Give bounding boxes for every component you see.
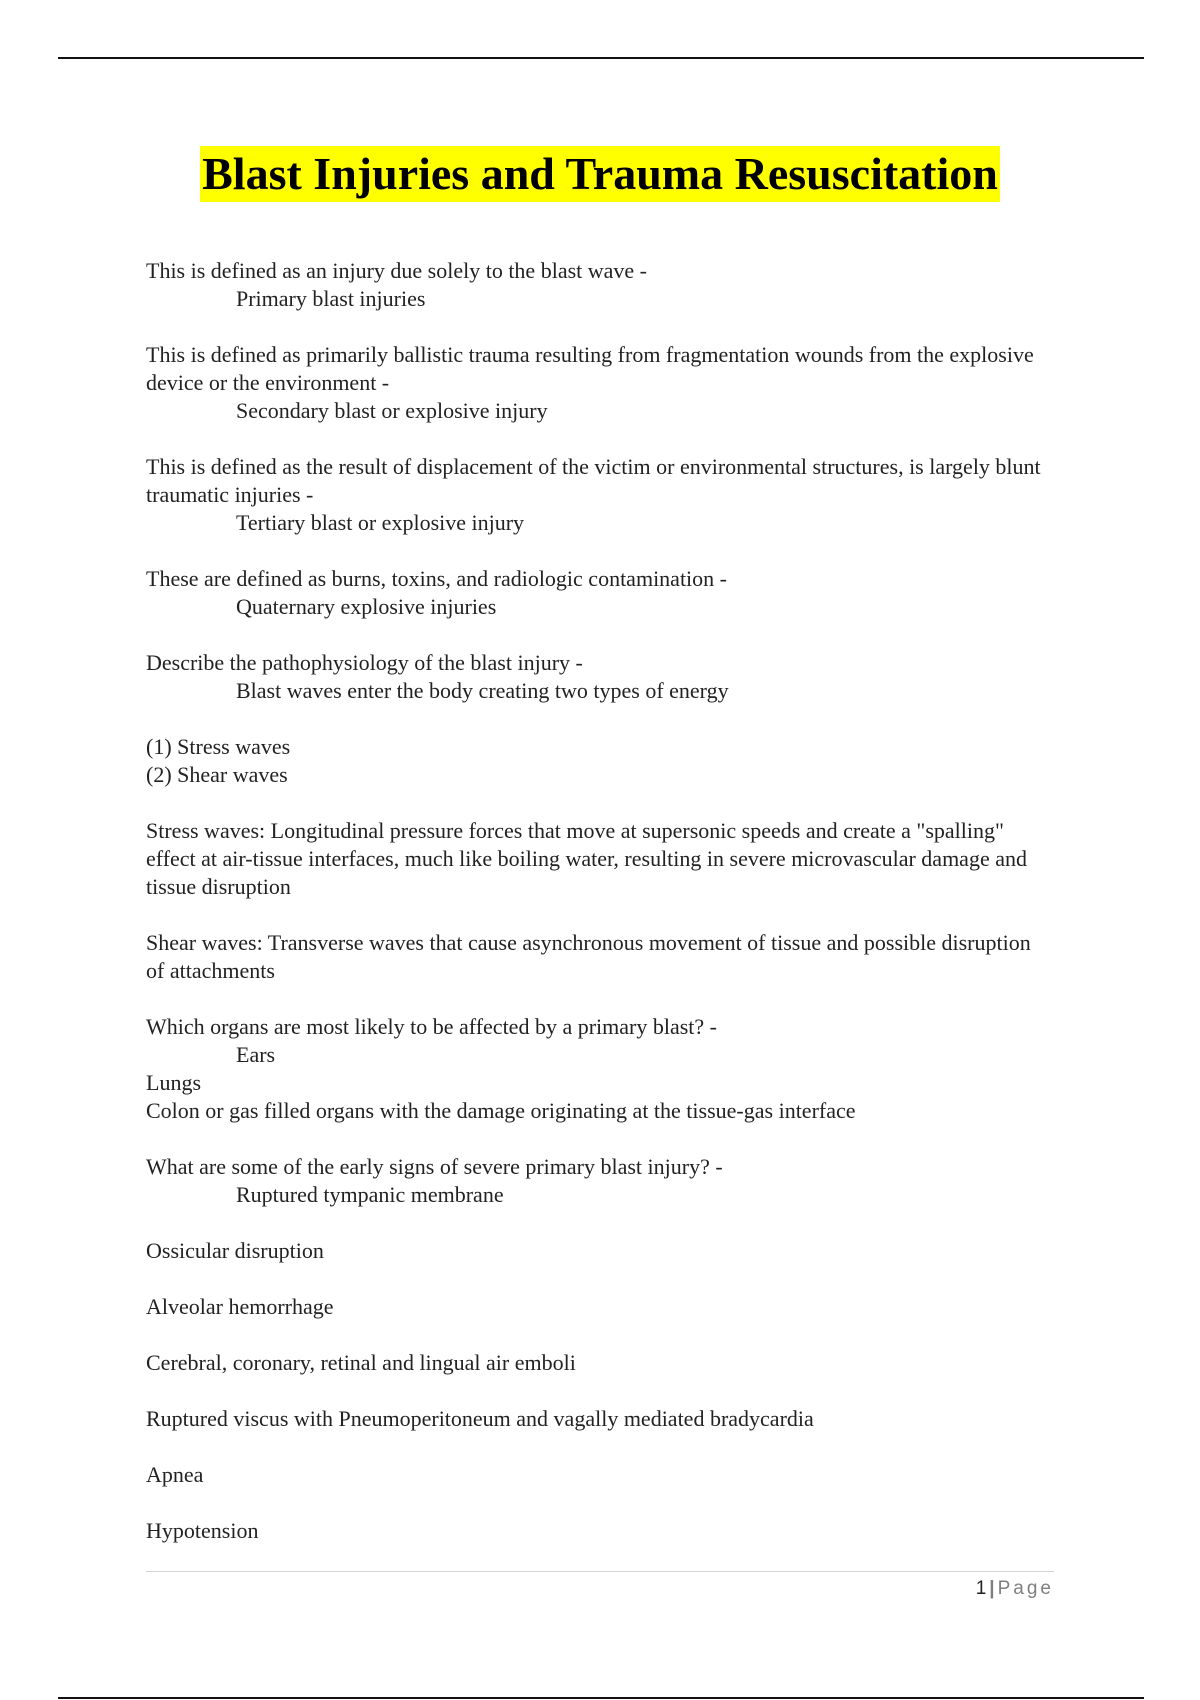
footer-rule [146,1571,1054,1572]
document-body [146,257,1046,1545]
page-title: Blast Injuries and Trauma Resuscitation [200,146,1000,202]
answer-7-line-6: Apnea [146,1462,204,1487]
answer-2: Secondary blast or explosive injury [236,398,548,423]
page-number: 1 [975,1578,987,1599]
page-separator: | [989,1578,995,1599]
answer-7-line-3: Alveolar hemorrhage [146,1294,334,1319]
answer-1: Primary blast injuries [236,286,426,311]
question-1: This is defined as an injury due solely to the blast wave - [146,258,647,283]
answer-5-item-2: (2) Shear waves [146,762,288,787]
question-2: This is defined as primarily ballistic trauma resulting from fragmentation wounds from the explosive device or the environment - [146,342,1034,395]
answer-6-line-3: Colon or gas filled organs with the damage originating at the tissue-gas interface [146,1098,856,1123]
answer-5-stress-waves: Stress waves: Longitudinal pressure forces that move at supersonic speeds and create a "spalling" effect at air-tissue interfaces, much like boiling water, resulting in severe microvascular damage and tissue disruption [146,818,1027,899]
question-7: What are some of the early signs of severe primary blast injury? - [146,1154,723,1179]
answer-6-line-2: Lungs [146,1070,201,1095]
question-6: Which organs are most likely to be affected by a primary blast? - [146,1014,717,1039]
answer-5-shear-waves: Shear waves: Transverse waves that cause asynchronous movement of tissue and possible disruption of attachments [146,930,1031,983]
question-4: These are defined as burns, toxins, and radiologic contamination - [146,566,727,591]
answer-7-line-5: Ruptured viscus with Pneumoperitoneum and vagally mediated bradycardia [146,1406,814,1431]
answer-4: Quaternary explosive injuries [236,594,497,619]
answer-7-line-1: Ruptured tympanic membrane [236,1182,504,1207]
bottom-rule [58,1697,1144,1699]
title-container [0,146,1200,202]
answer-5: Blast waves enter the body creating two types of energy [236,678,729,703]
question-5: Describe the pathophysiology of the blast injury - [146,650,583,675]
answer-7-line-4: Cerebral, coronary, retinal and lingual air emboli [146,1350,576,1375]
answer-7-line-2: Ossicular disruption [146,1238,324,1263]
answer-3: Tertiary blast or explosive injury [236,510,525,535]
question-3: This is defined as the result of displacement of the victim or environmental structures, is largely blunt traumatic injuries - [146,454,1041,507]
header-rule [58,57,1144,59]
answer-7-line-7: Hypotension [146,1518,259,1543]
page-label: Page [997,1578,1054,1599]
answer-5-item-1: (1) Stress waves [146,734,291,759]
page-footer [976,1577,1054,1601]
answer-6-line-1: Ears [236,1042,276,1067]
